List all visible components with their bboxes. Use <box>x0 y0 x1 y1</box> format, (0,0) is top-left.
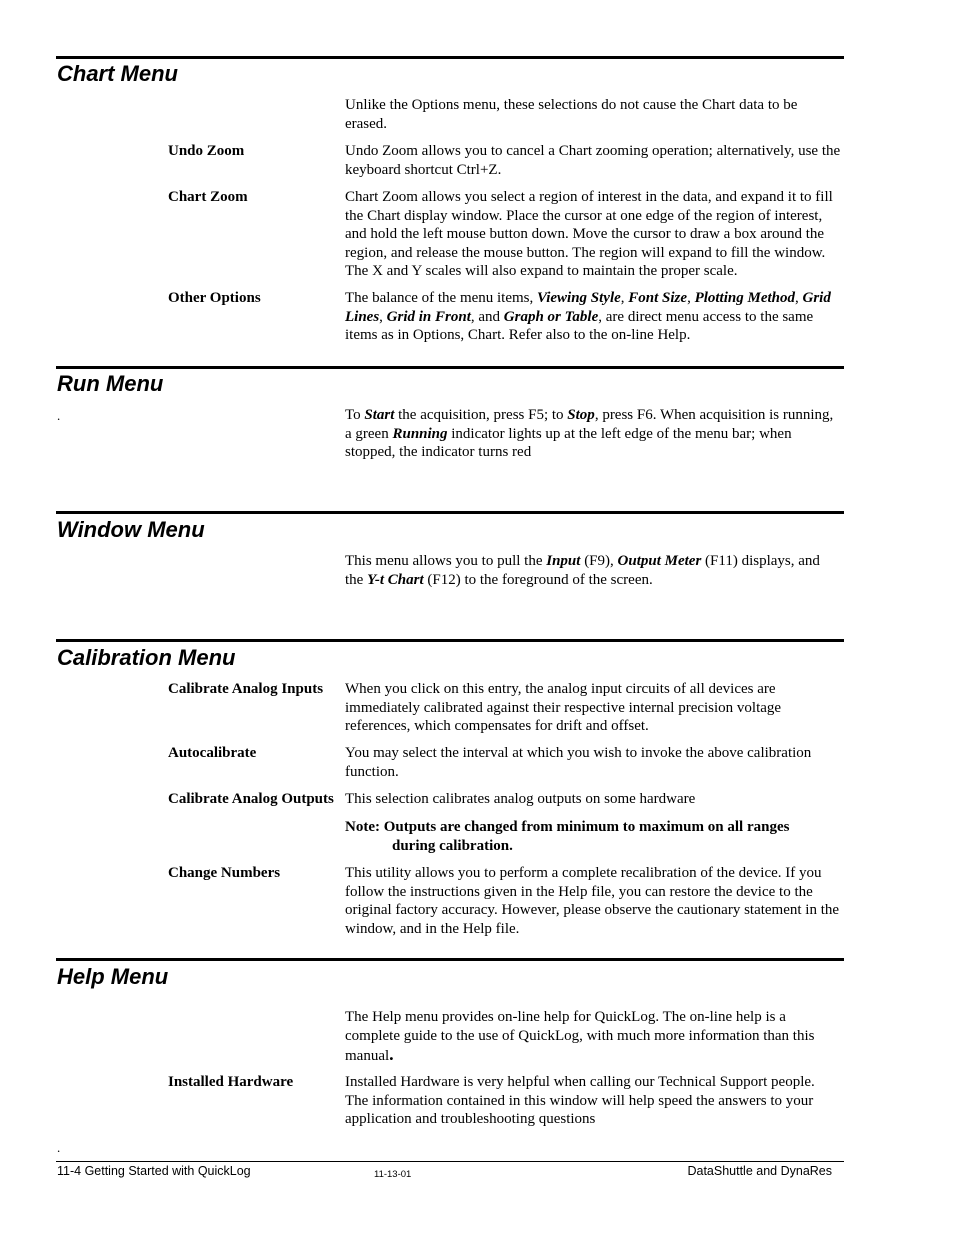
section-rule <box>56 366 844 369</box>
change-numbers-text: This utility allows you to perform a complete recalibration of the device. If you follow the instructions given in the Help file, you can restore the device to the original factory accuracy. However, please observe the cautionary statement in the window, and in the Help file. <box>345 865 840 937</box>
help-intro: The Help menu provides on-line help for QuickLog. The on-line help is a complete guide to the use of QuickLog, with much more information than this manual. <box>345 1009 815 1064</box>
autocalibrate-label: Autocalibrate <box>168 745 257 761</box>
autocalibrate-text: You may select the interval at which you wish to invoke the above calibration function. <box>345 745 812 780</box>
section-rule <box>56 958 844 961</box>
chart-zoom-label: Chart Zoom <box>168 189 248 205</box>
help-menu-heading: Help Menu <box>57 964 169 989</box>
calibrate-analog-outputs-text: This selection calibrates analog outputs on some hardware <box>345 791 696 807</box>
undo-zoom-text: Undo Zoom allows you to cancel a Chart zooming operation; alternatively, use the keyboard shortcut Ctrl+Z. <box>345 143 841 178</box>
chart-menu-heading: Chart Menu <box>57 61 178 86</box>
section-rule <box>56 639 844 642</box>
footer-rule <box>56 1161 844 1162</box>
calibration-note: Note: Outputs are changed from minimum to maximum on all ranges during calibration. <box>345 819 790 854</box>
section-rule <box>56 511 844 514</box>
other-options-label: Other Options <box>168 290 261 306</box>
stray-dot: . <box>57 1140 61 1155</box>
installed-hardware-label: Installed Hardware <box>168 1074 294 1090</box>
chart-zoom-text: Chart Zoom allows you select a region of interest in the data, and expand it to fill the Chart display window. Place the cursor at one edge of the region of interest, and hold the left mouse button down. Move the cursor to draw a box around the region, and release the mouse button. The region will expand to fill the window. The X and Y scales will also expand to maintain the proper scale. <box>345 189 833 279</box>
section-rule <box>56 56 844 59</box>
run-menu-heading: Run Menu <box>57 371 164 396</box>
calibrate-analog-inputs-text: When you click on this entry, the analog input circuits of all devices are immediately calibrated against their respective internal precision voltage references, which compensates for drift and offset. <box>345 681 782 734</box>
calibrate-analog-outputs-label: Calibrate Analog Outputs <box>168 791 334 807</box>
footer-right: DataShuttle and DynaRes <box>687 1164 832 1178</box>
undo-zoom-label: Undo Zoom <box>168 143 245 159</box>
change-numbers-label: Change Numbers <box>168 865 281 881</box>
calibration-menu-heading: Calibration Menu <box>57 645 236 670</box>
other-options-text: The balance of the menu items, Viewing Style, Font Size, Plotting Method, Grid Lines, Grid in Front, and Graph or Table, are direct menu access to the same items as in Options, Chart. Refer also to the on-line Help. <box>345 290 831 343</box>
window-menu-heading: Window Menu <box>57 517 205 542</box>
footer-left: 11-4 Getting Started with QuickLog <box>57 1164 251 1178</box>
calibrate-analog-inputs-label: Calibrate Analog Inputs <box>168 681 324 697</box>
window-menu-text: This menu allows you to pull the Input (F9), Output Meter (F11) displays, and the Y-t Chart (F12) to the foreground of the screen. <box>345 553 820 588</box>
chart-intro: Unlike the Options menu, these selections do not cause the Chart data to be erased. <box>345 97 798 132</box>
installed-hardware-text: Installed Hardware is very helpful when calling our Technical Support people. The information contained in this window will help speed the answers to your application and troubleshooting questions <box>345 1074 815 1127</box>
run-menu-text: To Start the acquisition, press F5; to Stop, press F6. When acquisition is running, a green Running indicator lights up at the left edge of the menu bar; when stopped, the indicator turns red <box>345 407 834 460</box>
footer-date: 11-13-01 <box>374 1169 412 1180</box>
stray-dot: . <box>57 408 61 423</box>
